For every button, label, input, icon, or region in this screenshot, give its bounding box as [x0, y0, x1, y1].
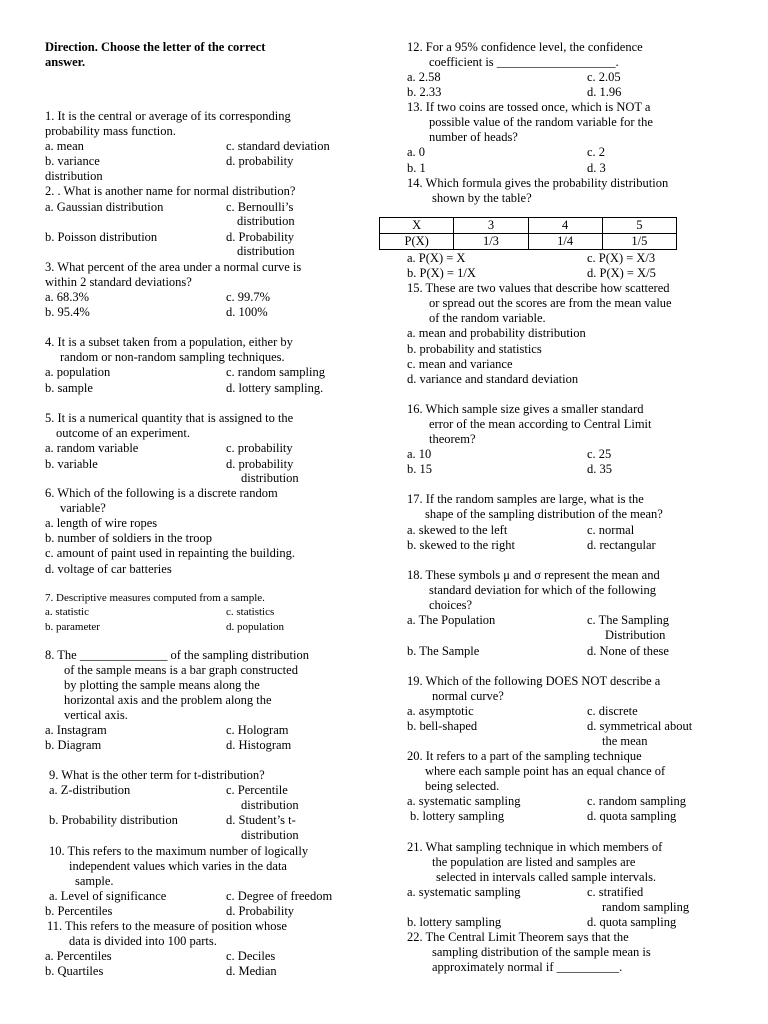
option-b[interactable]: b. skewed to the right	[407, 538, 515, 552]
option-d[interactable]: d. P(X) = X/5	[587, 266, 656, 280]
option-d[interactable]: d. Probability	[226, 904, 295, 918]
option-b[interactable]: b. variable	[45, 457, 98, 471]
option-d[interactable]: d. variance and standard deviation	[407, 372, 579, 386]
option-d[interactable]: d. population	[226, 621, 285, 633]
question-stem: independent values which varies in the data	[69, 859, 287, 873]
option-c[interactable]: c. probability	[226, 441, 293, 455]
option-a[interactable]: a. Level of significance	[49, 889, 167, 903]
option-c[interactable]: c. Hologram	[226, 723, 289, 737]
option-a[interactable]: a. 0	[407, 145, 426, 159]
option-a[interactable]: a. The Population	[407, 613, 496, 627]
option-d[interactable]: d. rectangular	[587, 538, 656, 552]
option-a[interactable]: a. random variable	[45, 441, 139, 455]
option-a[interactable]: a. P(X) = X	[407, 251, 466, 265]
option-d-continued: distribution	[241, 828, 299, 842]
option-b[interactable]: b. sample	[45, 381, 93, 395]
option-c[interactable]: c. 99.7%	[226, 290, 271, 304]
option-d[interactable]: d. Probability	[226, 230, 295, 244]
option-d-continued: distribution	[45, 169, 103, 183]
question-stem: 7. Descriptive measures computed from a sample.	[45, 592, 265, 604]
option-a[interactable]: a. population	[45, 365, 111, 379]
option-d[interactable]: d. 35	[587, 462, 612, 476]
option-c-continued: random sampling	[602, 900, 690, 914]
question-stem: or spread out the scores are from the mean value	[429, 296, 672, 310]
option-d-continued: distribution	[237, 244, 295, 258]
question-stem: 15. These are two values that describe how scattered	[407, 281, 670, 295]
question-stem: 20. It refers to a part of the sampling technique	[407, 749, 642, 763]
option-a[interactable]: a. systematic sampling	[407, 794, 521, 808]
table-cell: 3	[454, 218, 528, 234]
question-stem: the population are listed and samples are	[432, 855, 636, 869]
option-d-continued: the mean	[602, 734, 648, 748]
table-cell: 5	[602, 218, 676, 234]
question-stem: 2. . What is another name for normal distribution?	[45, 184, 296, 198]
option-d[interactable]: d. probability	[226, 457, 294, 471]
option-b[interactable]: b. 2.33	[407, 85, 442, 99]
option-c-continued: distribution	[237, 214, 295, 228]
option-c[interactable]: c. P(X) = X/3	[587, 251, 656, 265]
question-stem: standard deviation for which of the following	[429, 583, 657, 597]
option-d[interactable]: d. Student’s t-	[226, 813, 296, 827]
question-stem: normal curve?	[432, 689, 504, 703]
question-stem: horizontal axis and the problem along the	[64, 693, 272, 707]
question-stem: 10. This refers to the maximum number of logically	[49, 844, 309, 858]
option-d[interactable]: d. Histogram	[226, 738, 292, 752]
option-d[interactable]: d. lottery sampling.	[226, 381, 324, 395]
option-a[interactable]: a. statistic	[45, 606, 89, 618]
option-a[interactable]: a. 10	[407, 447, 432, 461]
option-d[interactable]: d. Median	[226, 964, 277, 978]
option-d[interactable]: d. 3	[587, 161, 606, 175]
question-stem: shown by the table?	[432, 191, 532, 205]
option-b[interactable]: b. Quartiles	[45, 964, 104, 978]
table-row	[380, 234, 677, 250]
question-stem: theorem?	[429, 432, 476, 446]
question-stem: 4. It is a subset taken from a population, either by	[45, 335, 293, 349]
question-stem: sample.	[75, 874, 114, 888]
option-b[interactable]: b. lottery sampling	[410, 809, 505, 823]
option-c[interactable]: c. Percentile	[226, 783, 288, 797]
option-c[interactable]: c. Bernoulli’s	[226, 200, 294, 214]
question-stem: variable?	[60, 501, 106, 515]
question-stem: selected in intervals called sample intervals.	[436, 870, 657, 884]
option-a[interactable]: a. systematic sampling	[407, 885, 521, 899]
option-c[interactable]: c. discrete	[587, 704, 638, 718]
question-stem: choices?	[429, 598, 473, 612]
question-stem: shape of the sampling distribution of the mean?	[425, 507, 663, 521]
question-stem: 17. If the random samples are large, what is the	[407, 492, 644, 506]
option-c[interactable]: c. random sampling	[226, 365, 325, 379]
option-c[interactable]: c. The Sampling	[587, 613, 670, 627]
option-a[interactable]: a. mean	[45, 139, 84, 153]
question-stem: approximately normal if __________.	[432, 960, 623, 974]
option-c[interactable]: c. Degree of freedom	[226, 889, 333, 903]
question-stem: being selected.	[425, 779, 500, 793]
probability-table	[379, 217, 677, 250]
option-c[interactable]: c. statistics	[226, 606, 275, 618]
question-stem: where each sample point has an equal chance of	[425, 764, 666, 778]
option-d[interactable]: d. symmetrical about	[587, 719, 693, 733]
question-stem: 5. It is a numerical quantity that is assigned to the	[45, 411, 294, 425]
question-stem: 3. What percent of the area under a normal curve is	[45, 260, 302, 274]
option-a[interactable]: a. Percentiles	[45, 949, 112, 963]
question-stem: within 2 standard deviations?	[45, 275, 192, 289]
question-stem: error of the mean according to Central Limit	[429, 417, 652, 431]
question-stem: outcome of an experiment.	[56, 426, 190, 440]
question-stem: number of heads?	[429, 130, 518, 144]
question-stem: 21. What sampling technique in which members of	[407, 840, 663, 854]
question-stem: 1. It is the central or average of its corresponding	[45, 109, 291, 123]
option-c[interactable]: c. 2.05	[587, 70, 621, 84]
option-b[interactable]: b. probability and statistics	[407, 342, 542, 356]
question-stem: 22. The Central Limit Theorem says that the	[407, 930, 629, 944]
option-b[interactable]: b. 15	[407, 462, 432, 476]
option-d-continued: distribution	[241, 471, 299, 485]
table-cell: 1/3	[454, 234, 528, 250]
option-b[interactable]: b. 1	[407, 161, 426, 175]
direction-line-1: Direction. Choose the letter of the correct	[45, 40, 266, 54]
question-stem: sampling distribution of the sample mean is	[432, 945, 651, 959]
option-c-continued: distribution	[241, 798, 299, 812]
table-cell: X	[380, 218, 454, 234]
option-d[interactable]: d. None of these	[587, 644, 669, 658]
option-b[interactable]: b. lottery sampling	[407, 915, 502, 929]
option-b[interactable]: b. Diagram	[45, 738, 102, 752]
table-cell: 1/5	[602, 234, 676, 250]
question-stem: by plotting the sample means along the	[64, 678, 260, 692]
option-a[interactable]: a. skewed to the left	[407, 523, 508, 537]
option-a[interactable]: a. Z-distribution	[49, 783, 131, 797]
question-stem: coefficient is ___________________.	[429, 55, 619, 69]
question-stem: 9. What is the other term for t-distribution?	[49, 768, 265, 782]
option-d[interactable]: d. quota sampling	[587, 809, 677, 823]
question-stem: 16. Which sample size gives a smaller standard	[407, 402, 644, 416]
option-b[interactable]: b. The Sample	[407, 644, 480, 658]
option-c[interactable]: c. 2	[587, 145, 606, 159]
option-b[interactable]: b. Poisson distribution	[45, 230, 158, 244]
option-b[interactable]: b. Percentiles	[45, 904, 113, 918]
question-stem: 19. Which of the following DOES NOT describe a	[407, 674, 661, 688]
option-c[interactable]: c. random sampling	[587, 794, 686, 808]
option-c[interactable]: c. mean and variance	[407, 357, 513, 371]
option-b[interactable]: b. variance	[45, 154, 100, 168]
option-b[interactable]: b. Probability distribution	[49, 813, 178, 827]
option-c[interactable]: c. Deciles	[226, 949, 276, 963]
option-d[interactable]: d. voltage of car batteries	[45, 562, 172, 576]
option-c[interactable]: c. standard deviation	[226, 139, 330, 153]
question-stem: 18. These symbols μ and σ represent the mean and	[407, 568, 660, 582]
question-stem: data is divided into 100 parts.	[69, 934, 217, 948]
question-stem: of the random variable.	[429, 311, 546, 325]
table-header-row	[380, 218, 677, 234]
question-stem: of the sample means is a bar graph constructed	[64, 663, 298, 677]
option-b[interactable]: b. parameter	[45, 621, 100, 633]
option-c[interactable]: c. amount of paint used in repainting the building.	[45, 546, 295, 560]
table-cell: 4	[528, 218, 602, 234]
question-stem: possible value of the random variable for the	[429, 115, 653, 129]
question-stem: 6. Which of the following is a discrete random	[45, 486, 278, 500]
table-cell: 1/4	[528, 234, 602, 250]
option-d[interactable]: d. quota sampling	[587, 915, 677, 929]
option-b[interactable]: b. P(X) = 1/X	[407, 266, 476, 280]
option-b[interactable]: b. number of soldiers in the troop	[45, 531, 212, 545]
option-a[interactable]: a. asymptotic	[407, 704, 474, 718]
option-a[interactable]: a. Gaussian distribution	[45, 200, 164, 214]
option-c[interactable]: c. stratified	[587, 885, 644, 899]
option-a[interactable]: a. mean and probability distribution	[407, 326, 586, 340]
question-stem: 8. The ______________ of the sampling distribution	[45, 648, 309, 662]
question-stem: vertical axis.	[64, 708, 128, 722]
option-c[interactable]: c. normal	[587, 523, 635, 537]
question-stem: random or non-random sampling techniques.	[60, 350, 285, 364]
option-a[interactable]: a. 2.58	[407, 70, 441, 84]
question-stem: 12. For a 95% confidence level, the confidence	[407, 40, 643, 54]
question-stem: 13. If two coins are tossed once, which is NOT a	[407, 100, 651, 114]
question-stem: probability mass function.	[45, 124, 176, 138]
option-c-continued: Distribution	[605, 628, 666, 642]
option-d[interactable]: d. 1.96	[587, 85, 622, 99]
question-stem: 14. Which formula gives the probability distribution	[407, 176, 669, 190]
question-stem: 11. This refers to the measure of position whose	[47, 919, 287, 933]
option-a[interactable]: a. length of wire ropes	[45, 516, 158, 530]
option-a[interactable]: a. 68.3%	[45, 290, 90, 304]
direction-line-2: answer.	[45, 55, 86, 69]
option-c[interactable]: c. 25	[587, 447, 612, 461]
option-d[interactable]: d. 100%	[226, 305, 268, 319]
option-b[interactable]: b. bell-shaped	[407, 719, 478, 733]
option-a[interactable]: a. Instagram	[45, 723, 107, 737]
option-d[interactable]: d. probability	[226, 154, 294, 168]
option-b[interactable]: b. 95.4%	[45, 305, 90, 319]
table-cell: P(X)	[380, 234, 454, 250]
